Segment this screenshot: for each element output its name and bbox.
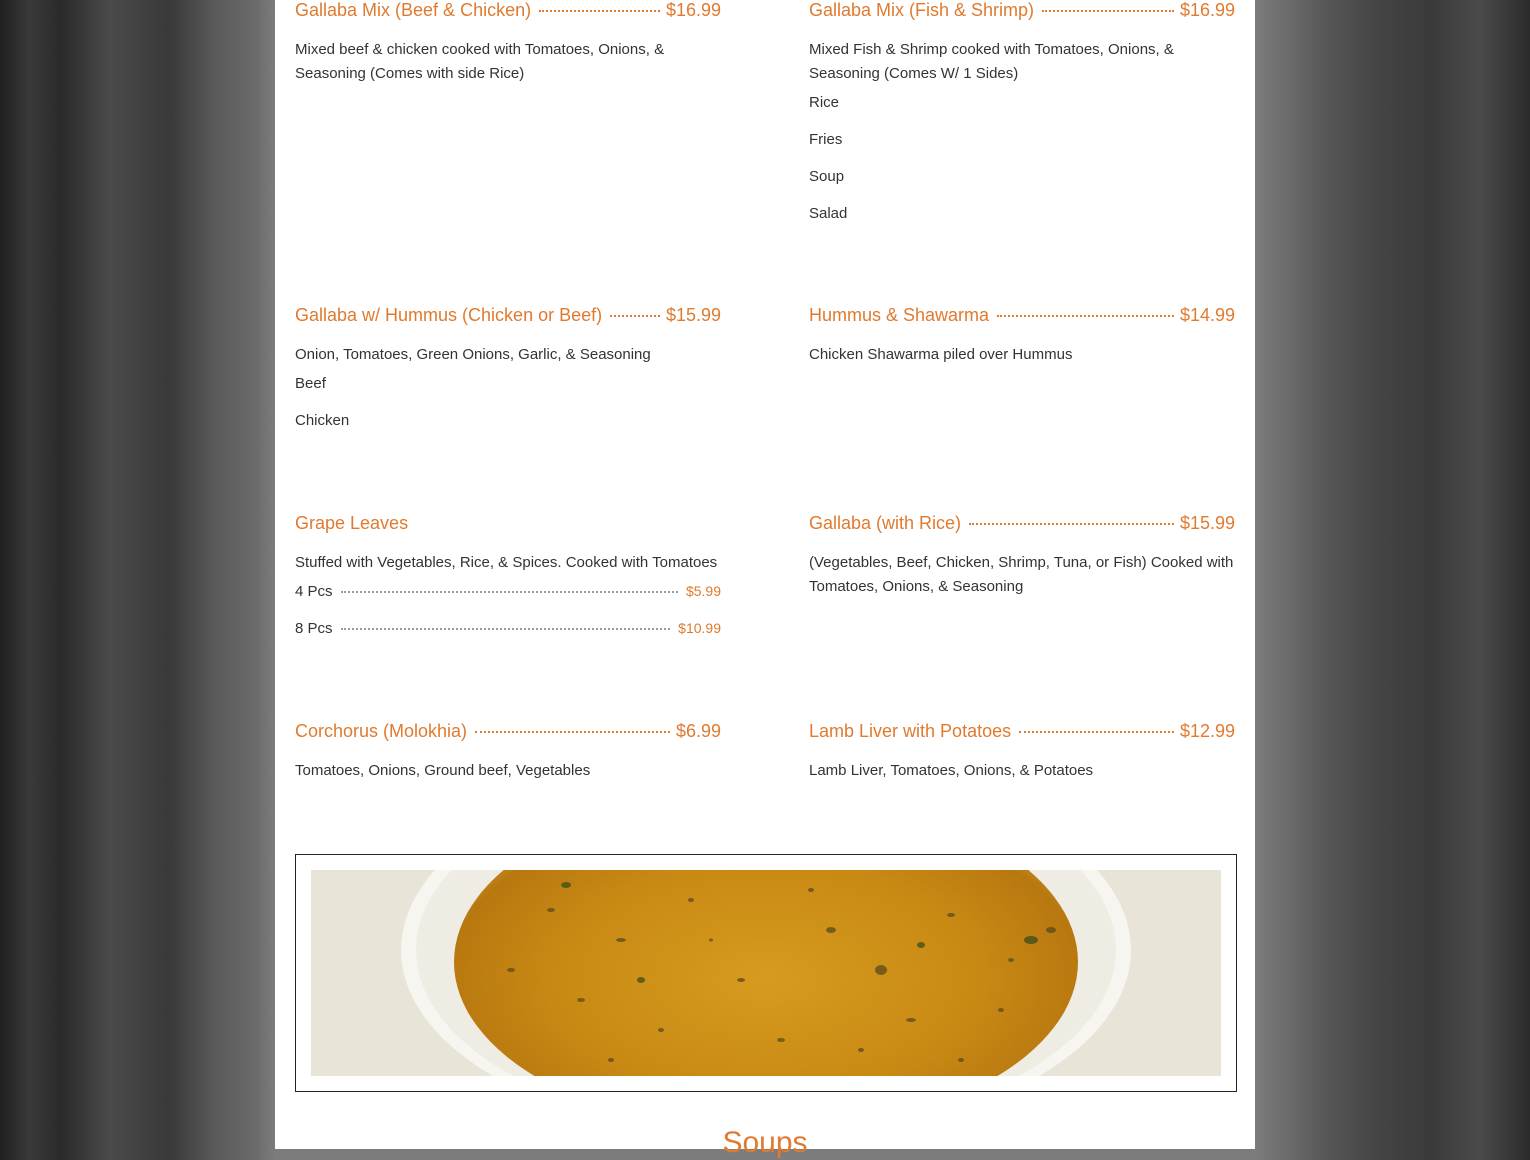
option-label: Salad	[809, 205, 848, 222]
dot-leader	[610, 315, 660, 317]
dot-leader	[539, 10, 660, 12]
dot-leader	[1042, 10, 1174, 12]
item-options	[809, 94, 1235, 242]
item-options	[295, 583, 721, 657]
menu-item	[809, 721, 1235, 783]
item-description: Stuffed with Vegetables, Rice, & Spices. Cooked with Tomatoes	[295, 554, 718, 571]
option-label: 8 Pcs	[295, 620, 333, 637]
item-price: $12.99	[1179, 721, 1235, 741]
option-row	[809, 94, 1235, 131]
dot-leader	[341, 591, 678, 593]
option-row	[295, 583, 721, 620]
dot-leader	[969, 523, 1174, 525]
soup-bowl-image	[311, 870, 1221, 1076]
option-row	[809, 205, 1235, 242]
option-row	[295, 620, 721, 657]
option-label: Soup	[809, 168, 845, 185]
item-title: Gallaba Mix (Beef & Chicken)	[295, 0, 532, 20]
dot-leader	[1019, 731, 1174, 733]
item-price: $14.99	[1179, 305, 1235, 325]
item-description: (Vegetables, Beef, Chicken, Shrimp, Tuna, or Fish) Cooked with Tomatoes, Onions, & Seasoning	[809, 554, 1234, 595]
option-price: $5.99	[685, 583, 721, 599]
option-label: Rice	[809, 94, 840, 111]
dot-leader	[475, 731, 670, 733]
option-row	[295, 412, 721, 449]
soup-banner	[295, 854, 1237, 1092]
option-price: $10.99	[678, 620, 721, 636]
option-row	[809, 131, 1235, 168]
item-price: $15.99	[665, 305, 721, 325]
item-title: Gallaba Mix (Fish & Shrimp)	[809, 0, 1035, 20]
menu-item	[295, 0, 721, 86]
item-title: Hummus & Shawarma	[809, 305, 990, 325]
menu-item	[295, 513, 721, 657]
item-title: Gallaba w/ Hummus (Chicken or Beef)	[295, 305, 603, 325]
item-price: $16.99	[665, 0, 721, 20]
menu-item	[295, 305, 721, 449]
item-description: Onion, Tomatoes, Green Onions, Garlic, & Seasoning	[295, 346, 651, 363]
menu-item	[809, 305, 1235, 367]
item-title: Grape Leaves	[295, 513, 409, 533]
dot-leader	[997, 315, 1174, 317]
item-price: $6.99	[675, 721, 721, 741]
option-row	[295, 375, 721, 412]
dot-leader	[341, 628, 671, 630]
section-title-soups: Soups	[722, 1126, 808, 1159]
item-description: Lamb Liver, Tomatoes, Onions, & Potatoes	[809, 762, 1094, 779]
item-description: Mixed beef & chicken cooked with Tomatoes, Onions, & Seasoning (Comes with side Rice)	[295, 41, 665, 82]
menu-item	[809, 513, 1235, 599]
item-description: Mixed Fish & Shrimp cooked with Tomatoes, Onions, & Seasoning (Comes W/ 1 Sides)	[809, 41, 1174, 82]
item-options	[295, 375, 721, 449]
item-price: $16.99	[1179, 0, 1235, 20]
item-price: $15.99	[1179, 513, 1235, 533]
item-title: Corchorus (Molokhia)	[295, 721, 468, 741]
menu-item	[295, 721, 721, 783]
item-description: Chicken Shawarma piled over Hummus	[809, 346, 1073, 363]
option-label: 4 Pcs	[295, 583, 333, 600]
option-row	[809, 168, 1235, 205]
item-title: Gallaba (with Rice)	[809, 513, 962, 533]
item-description: Tomatoes, Onions, Ground beef, Vegetables	[295, 762, 591, 779]
option-label: Fries	[809, 131, 843, 148]
item-title: Lamb Liver with Potatoes	[809, 721, 1012, 741]
option-label: Chicken	[295, 412, 350, 429]
option-label: Beef	[295, 375, 326, 392]
menu-item	[809, 0, 1235, 242]
soup-bowl-illustration	[311, 870, 1221, 1076]
menu-page	[275, 0, 1255, 1159]
